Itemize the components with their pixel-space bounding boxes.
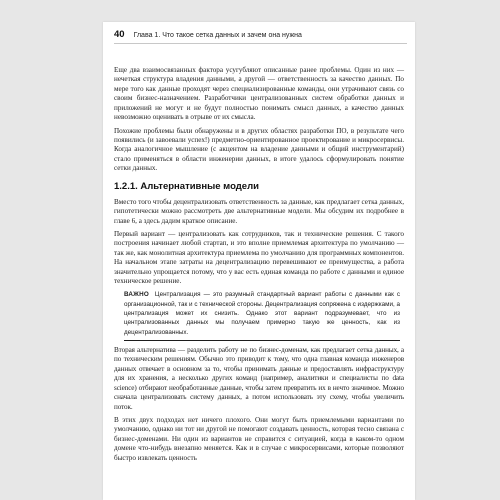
book-page [103,22,415,500]
body-paragraph: Еще два взаимосвязанных фактора усугубляют описанные ранее проблемы. Один из них — нечеткая структура владения данными, а другой — ответственность за качество данных. По мере того как данные проходят через специализированные команды, они утрачивают связь со своим бизнес-назначением. Разработчики централизованных систем обработки данных и приложений не могут и не будут полностью понимать смысл данных, а качество данных невозможно оценивать в отрыве от их смысла. [114,66,404,122]
body-paragraph: Похожие проблемы были обнаружены и в других областях разработки ПО, в результате чего появились (и завоевали успех!) предметно-ориентированное проектирование и микросервисы. Когда аналогичное мышление (с акцентом на владение данными и общий инструментарий) стало применяться в области инженерии данных, в итоге удалось сформулировать понятие сетки данных. [114,126,404,173]
body-paragraph: Вместо того чтобы децентрализовать ответственность за данные, как предлагает сетка данных, гипотетически можно рассмотреть две альтернативные модели. Мы обсудим их подробнее в главе 6, а здесь дадим краткое описание. [114,197,404,225]
body-paragraph: Первый вариант — централизовать как сотрудников, так и технические решения. С такого построения начинает любой стартап, и это вполне приемлемая архитектура по умолчанию — так же, как монолитная архитектура приемлема по умолчанию для программных компонентов. На начальном этапе затраты на децентрализацию перевешивают ее преимущества, а работа значительно упрощается потому, что у вас есть единая команда по работе с данными и единое техническое решение. [114,229,404,286]
note-body [124,290,400,336]
note-label: ВАЖНО [124,291,149,299]
page-header [114,29,407,44]
page-number: 40 [114,29,125,40]
important-note [124,290,400,340]
body-paragraph: Вторая альтернатива — разделить работу не по бизнес-доменам, как предлагает сетка данных, а по техническим решениям. Обычно это приводит к тому, что одна главная команда инженеров данных отвечает в основном за то, чтобы принимать данные и предоставлять инфраструктуру для их хранения, а несколько других команд (например, аналитики и специалисты по data science) отбирают необработанные данные, чтобы затем превратить их в нечто значимое. Можно сначала централизовать систему данных, а потом использовать эту схему, чтобы увеличить поток. [114,345,404,411]
running-head: Глава 1. Что такое сетка данных и зачем она нужна [133,32,302,39]
note-text: Централизация — это разумный стандартный вариант работы с данными как с организационной, так и с технической стороны. Децентрализация сопряжена с издержками, а централизация может их снизить. Однако этот вариант подразумевает, что из централизованных данных мы получаем примерно такую же ценность, как из децентрализованных. [124,291,400,336]
body-paragraph: В этих двух подходах нет ничего плохого. Они могут быть приемлемыми вариантами по умолчанию, однако ни тот ни другой не помогают создавать ценность, которая тесно связана с бизнес-доменами. Ни один из вариантов не справится с ситуацией, когда в каком-то одном домене что-нибудь внезапно меняется. Как и в случае с микросервисами, которые позволяют быстро извлекать ценность [114,415,404,462]
page-body [114,66,404,467]
section-heading: 1.2.1. Альтернативные модели [114,180,259,192]
